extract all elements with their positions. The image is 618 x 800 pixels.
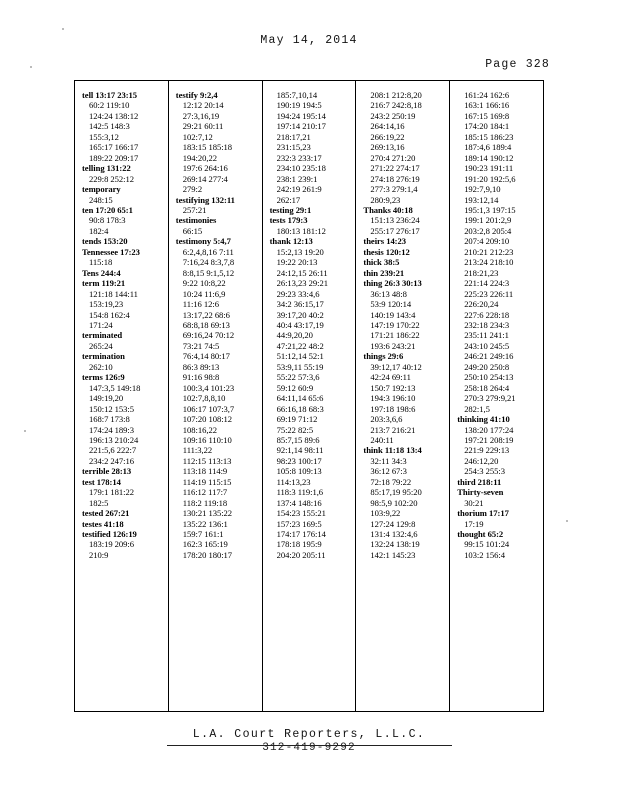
index-reference: 24:12,15 26:11: [276, 267, 328, 278]
index-reference: 85:17,19 95:20: [370, 487, 422, 498]
index-reference: 213:24 218:10: [464, 257, 514, 268]
index-reference: 234:10 235:18: [276, 163, 326, 174]
index-reference: 216:7 242:8,18: [370, 100, 422, 111]
index-reference: 149:19,20: [89, 393, 124, 404]
index-term: terms 126:9: [82, 372, 125, 383]
index-reference: 103:9,22: [370, 508, 401, 519]
index-reference: 204:20 205:11: [276, 549, 326, 560]
index-term: telling 131:22: [82, 163, 131, 174]
index-reference: 69:19 71:12: [276, 414, 318, 425]
index-reference: 147:3,5 149:18: [89, 382, 141, 393]
index-reference: 155:3,12: [89, 131, 119, 142]
index-reference: 90:8 178:3: [89, 215, 126, 226]
index-reference: 246:12,20: [464, 455, 499, 466]
index-reference: 9:22 10:8,22: [182, 278, 226, 289]
index-reference: 153:19,23: [89, 299, 124, 310]
index-reference: 39:17,20 40:2: [276, 309, 324, 320]
index-reference: 8:8,15 9:1,5,12: [182, 267, 235, 278]
index-term: thin 239:21: [363, 267, 405, 278]
index-reference: 193:12,14: [464, 194, 499, 205]
index-reference: 162:3 165:19: [182, 539, 228, 550]
index-reference: 213:7 216:21: [370, 424, 416, 435]
index-reference: 269:13,16: [370, 142, 405, 153]
index-term: testing 29:1: [269, 204, 312, 215]
index-reference: 40:4 43:17,19: [276, 319, 324, 330]
index-term: third 218:11: [457, 476, 502, 487]
index-reference: 140:19 143:4: [370, 309, 416, 320]
index-reference: 53:9 120:14: [370, 299, 412, 310]
index-reference: 51:12,14 52:1: [276, 351, 324, 362]
index-term: temporary: [82, 184, 121, 195]
index-reference: 180:13 181:12: [276, 225, 326, 236]
index-reference: 27:3,16,19: [182, 110, 220, 121]
index-term: testes 41:18: [82, 518, 124, 529]
index-reference: 178:18 195:9: [276, 539, 322, 550]
index-term: tell 13:17 23:15: [82, 90, 138, 100]
index-reference: 6:2,4,8,16 7:11: [182, 246, 234, 257]
index-reference: 29:21 60:11: [182, 121, 224, 132]
index-reference: 30:21: [464, 497, 484, 508]
index-reference: 238:1 239:1: [276, 173, 318, 184]
index-reference: 19:22 20:13: [276, 257, 318, 268]
index-reference: 266:19,22: [370, 131, 405, 142]
index-term: testifying 132:11: [175, 194, 235, 205]
index-term: think 11:18 13:4: [363, 445, 422, 456]
index-reference: 137:4 148:16: [276, 497, 322, 508]
index-reference: 105:8 109:13: [276, 466, 322, 477]
index-reference: 157:23 169:5: [276, 518, 322, 529]
index-reference: 127:24 129:8: [370, 518, 416, 529]
index-reference: 13:17,22 68:6: [182, 309, 230, 320]
index-reference: 69:16,24 70:12: [182, 330, 235, 341]
index-reference: 234:2 247:16: [89, 455, 134, 466]
index-reference: 102:7,12: [182, 131, 213, 142]
index-reference: 29:23 33:4,6: [276, 288, 320, 299]
index-reference: 39:12,17 40:12: [370, 361, 422, 372]
index-term: theirs 14:23: [363, 236, 406, 247]
index-column-4: [355, 81, 449, 711]
index-reference: 132:24 138:19: [370, 539, 420, 550]
index-reference: 280:9,23: [370, 194, 401, 205]
index-reference: 66:15: [182, 225, 203, 236]
index-reference: 199:1 201:2,9: [464, 215, 512, 226]
index-reference: 178:20 180:17: [182, 549, 233, 560]
index-reference: 171:21 186:22: [370, 330, 420, 341]
index-term: thinking 41:10: [457, 414, 510, 425]
index-reference: 147:19 170:22: [370, 319, 420, 330]
index-reference: 182:5: [89, 497, 109, 508]
index-reference: 243:2 250:19: [370, 110, 416, 121]
index-reference: 103:2 156:4: [464, 549, 505, 560]
index-reference: 182:4: [89, 225, 109, 236]
index-reference: 271:22 274:17: [370, 163, 420, 174]
index-reference: 197:21 208:19: [464, 434, 514, 445]
index-reference: 258:18 264:4: [464, 382, 510, 393]
index-reference: 135:22 136:1: [182, 518, 228, 529]
index-term: tested 267:21: [82, 508, 130, 519]
index-reference: 34:2 36:15,17: [276, 299, 324, 310]
index-reference: 194:3 196:10: [370, 393, 416, 404]
index-term: things 29:6: [363, 351, 404, 362]
index-reference: 124:24 138:12: [89, 110, 139, 121]
index-reference: 226:20,24: [464, 299, 499, 310]
index-reference: 36:12 67:3: [370, 466, 407, 477]
index-reference: 190:19 194:5: [276, 100, 322, 111]
index-reference: 113:18 114:9: [182, 466, 228, 477]
index-reference: 168:7 173:8: [89, 414, 130, 425]
index-reference: 165:17 166:17: [89, 142, 139, 153]
index-reference: 142:5 148:3: [89, 121, 130, 132]
index-reference: 203:2,8 205:4: [464, 225, 512, 236]
index-reference: 99:15 101:24: [464, 539, 510, 550]
index-term: testify 9:2,4: [175, 90, 218, 100]
index-reference: 159:7 161:1: [182, 529, 224, 540]
index-reference: 130:21 135:22: [182, 508, 233, 519]
index-reference: 73:21 74:5: [182, 340, 220, 351]
index-reference: 279:2: [182, 184, 203, 195]
index-reference: 32:11 34:3: [370, 455, 407, 466]
index-column-1: [75, 81, 168, 711]
footer-reporter-name: L.A. Court Reporters, L.L.C.: [192, 728, 426, 741]
index-reference: 60:2 119:10: [89, 100, 130, 111]
index-reference: 210:21 212:23: [464, 246, 514, 257]
index-reference: 269:14 277:4: [182, 173, 228, 184]
index-term: testimony 5:4,7: [175, 236, 231, 247]
index-term: ten 17:20 65:1: [82, 204, 133, 215]
index-reference: 55:22 57:3,6: [276, 372, 320, 383]
index-column-5: [449, 81, 543, 711]
index-reference: 229:8 252:12: [89, 173, 134, 184]
index-reference: 264:14,16: [370, 121, 405, 132]
index-reference: 154:8 162:4: [89, 309, 130, 320]
index-reference: 243:10 245:5: [464, 340, 510, 351]
index-term: tests 179:3: [269, 215, 308, 226]
index-reference: 242:19 261:9: [276, 184, 322, 195]
index-reference: 154:23 155:21: [276, 508, 326, 519]
index-reference: 195:1,3 197:15: [464, 204, 516, 215]
index-reference: 197:6 264:16: [182, 163, 228, 174]
index-term: term 119:21: [82, 278, 126, 289]
index-reference: 248:15: [89, 194, 113, 205]
index-reference: 59:12 60:9: [276, 382, 314, 393]
index-reference: 102:7,8,8,10: [182, 393, 226, 404]
index-reference: 221:9 229:13: [464, 445, 510, 456]
index-reference: 191:20 192:5,6: [464, 173, 516, 184]
index-reference: 151:13 236:24: [370, 215, 420, 226]
index-reference: 196:13 210:24: [89, 434, 139, 445]
index-reference: 68:8,18 69:13: [182, 319, 230, 330]
index-reference: 121:18 144:11: [89, 288, 138, 299]
index-reference: 174:24 189:3: [89, 424, 134, 435]
index-reference: 189:22 209:17: [89, 152, 139, 163]
index-term: thorium 17:17: [457, 508, 509, 519]
index-reference: 265:24: [89, 340, 113, 351]
index-reference: 246:21 249:16: [464, 351, 514, 362]
scan-speck: [24, 430, 26, 432]
index-reference: 174:20 184:1: [464, 121, 510, 132]
index-reference: 203:3,6,6: [370, 414, 403, 425]
index-reference: 161:24 162:6: [464, 90, 510, 100]
index-reference: 76:4,14 80:17: [182, 351, 230, 362]
index-term: thank 12:13: [269, 236, 313, 247]
index-reference: 15:2,13 19:20: [276, 246, 324, 257]
index-reference: 254:3 255:3: [464, 466, 505, 477]
index-term: thesis 120:12: [363, 246, 410, 257]
index-reference: 277:3 279:1,4: [370, 184, 418, 195]
index-reference: 72:18 79:22: [370, 476, 412, 487]
index-reference: 210:9: [89, 549, 109, 560]
index-term: Tens 244:4: [82, 267, 121, 278]
index-reference: 232:18 234:3: [464, 319, 510, 330]
index-reference: 115:18: [89, 257, 113, 268]
index-term: testified 126:19: [82, 529, 137, 540]
index-reference: 11:16 12:6: [182, 299, 219, 310]
index-reference: 91:16 98:8: [182, 372, 220, 383]
index-reference: 150:12 153:5: [89, 403, 134, 414]
index-reference: 167:15 169:8: [464, 110, 510, 121]
index-reference: 111:3,22: [182, 445, 213, 456]
index-reference: 131:4 132:4,6: [370, 529, 418, 540]
index-reference: 262:10: [89, 361, 113, 372]
date-header: May 14, 2014: [260, 34, 358, 47]
index-reference: 142:1 145:23: [370, 549, 416, 560]
index-reference: 12:12 20:14: [182, 100, 224, 111]
index-reference: 274:18 276:19: [370, 173, 420, 184]
scan-speck: [566, 520, 568, 522]
index-reference: 42:24 69:11: [370, 372, 411, 383]
index-reference: 218:17,21: [276, 131, 311, 142]
index-reference: 7:16,24 8:3,7,8: [182, 257, 235, 268]
index-reference: 118:2 119:18: [182, 497, 228, 508]
scan-speck: [62, 28, 64, 30]
index-reference: 36:13 48:8: [370, 288, 407, 299]
index-reference: 249:20 250:8: [464, 361, 510, 372]
index-reference: 179:1 181:22: [89, 487, 134, 498]
index-reference: 221:5,6 222:7: [89, 445, 137, 456]
index-reference: 208:1 212:8,20: [370, 90, 422, 100]
index-reference: 270:3 279:9,21: [464, 393, 516, 404]
index-term: thought 65:2: [457, 529, 504, 540]
index-term: thick 38:5: [363, 257, 400, 268]
index-reference: 282:1,5: [464, 403, 490, 414]
index-reference: 194:24 195:14: [276, 110, 326, 121]
index-reference: 114:19 115:15: [182, 476, 232, 487]
index-term: Thanks 40:18: [363, 204, 413, 215]
index-column-3: [262, 81, 356, 711]
index-reference: 116:12 117:7: [182, 487, 228, 498]
index-reference: 207:4 209:10: [464, 236, 510, 247]
index-term: termination: [82, 351, 125, 362]
index-reference: 262:17: [276, 194, 301, 205]
index-reference: 255:17 276:17: [370, 225, 420, 236]
index-reference: 64:11,14 65:6: [276, 393, 324, 404]
index-term: test 178:14: [82, 476, 121, 487]
index-reference: 100:3,4 101:23: [182, 382, 235, 393]
index-reference: 194:20,22: [182, 152, 217, 163]
index-reference: 109:16 110:10: [182, 434, 232, 445]
index-reference: 138:20 177:24: [464, 424, 514, 435]
index-reference: 10:24 11:6,9: [182, 288, 226, 299]
index-reference: 106:17 107:3,7: [182, 403, 235, 414]
index-reference: 118:3 119:1,6: [276, 487, 324, 498]
index-reference: 114:13,23: [276, 476, 311, 487]
index-reference: 227:6 228:18: [464, 309, 510, 320]
index-reference: 189:14 190:12: [464, 152, 514, 163]
index-term: terrible 28:13: [82, 466, 132, 477]
index-reference: 231:15,23: [276, 142, 311, 153]
index-reference: 235:11 241:1: [464, 330, 509, 341]
index-term: thing 26:3 30:13: [363, 278, 422, 289]
index-column-2: [168, 81, 262, 711]
index-reference: 190:23 191:11: [464, 163, 514, 174]
index-reference: 187:4,6 189:4: [464, 142, 512, 153]
index-reference: 197:18 198:6: [370, 403, 416, 414]
index-reference: 47:21,22 48:2: [276, 340, 324, 351]
index-reference: 66:16,18 68:3: [276, 403, 324, 414]
scan-speck: [30, 66, 32, 68]
index-reference: 92:1,14 98:11: [276, 445, 324, 456]
index-reference: 240:11: [370, 434, 394, 445]
index-reference: 98:23 100:17: [276, 455, 322, 466]
index-term: Thirty-seven: [457, 487, 504, 498]
index-reference: 192:7,9,10: [464, 184, 501, 195]
index-reference: 44:9,20,20: [276, 330, 313, 341]
index-reference: 232:3 233:17: [276, 152, 322, 163]
index-reference: 257:21: [182, 204, 207, 215]
index-term: tends 153:20: [82, 236, 128, 247]
index-reference: 183:15 185:18: [182, 142, 233, 153]
index-reference: 53:9,11 55:19: [276, 361, 324, 372]
index-reference: 193:6 243:21: [370, 340, 416, 351]
index-reference: 197:14 210:17: [276, 121, 326, 132]
index-reference: 107:20 108:12: [182, 414, 233, 425]
page-number: Page 328: [485, 58, 550, 71]
index-reference: 174:17 176:14: [276, 529, 326, 540]
index-reference: 86:3 89:13: [182, 361, 220, 372]
index-reference: 218:21,23: [464, 267, 499, 278]
index-reference: 185:7,10,14: [276, 90, 318, 100]
index-reference: 163:1 166:16: [464, 100, 510, 111]
index-reference: 75:22 82:5: [276, 424, 314, 435]
index-term: terminated: [82, 330, 123, 341]
index-term: testimonies: [175, 215, 217, 226]
index-reference: 17:19: [464, 518, 484, 529]
index-term: Tennessee 17:23: [82, 246, 140, 257]
index-reference: 225:23 226:11: [464, 288, 514, 299]
index-columns-container: [74, 80, 544, 712]
footer-phone: 312-419-9292: [262, 742, 356, 754]
index-reference: 112:15 113:13: [182, 455, 232, 466]
index-reference: 108:16,22: [182, 424, 217, 435]
index-reference: 250:10 254:13: [464, 372, 514, 383]
index-reference: 183:19 209:6: [89, 539, 134, 550]
index-reference: 221:14 224:3: [464, 278, 510, 289]
index-reference: 26:13,23 29:21: [276, 278, 328, 289]
index-reference: 85:7,15 89:6: [276, 434, 320, 445]
index-reference: 270:4 271:20: [370, 152, 416, 163]
index-reference: 150:7 192:13: [370, 382, 416, 393]
index-reference: 185:15 186:23: [464, 131, 514, 142]
index-reference: 98:5,9 102:20: [370, 497, 418, 508]
index-reference: 171:24: [89, 319, 113, 330]
